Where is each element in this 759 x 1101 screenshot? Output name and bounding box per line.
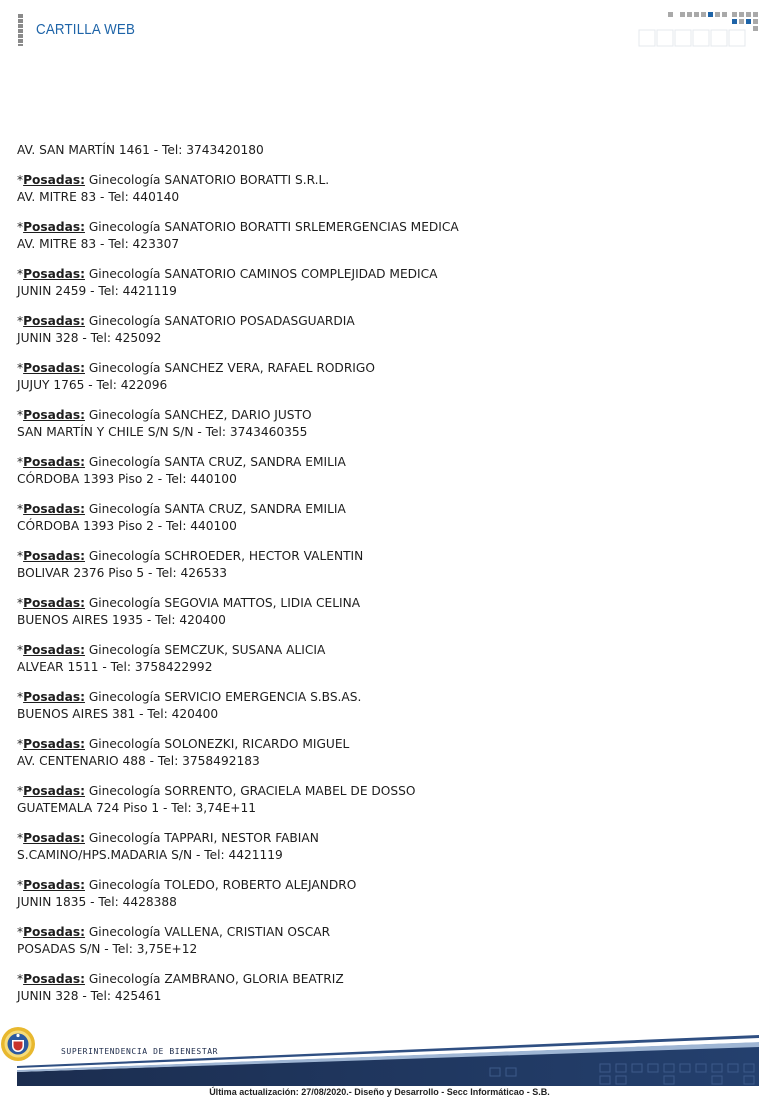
provider-address: AV. MITRE 83 - Tel: 440140 <box>17 190 180 204</box>
provider-city: Posadas: <box>23 596 85 610</box>
provider-city: Posadas: <box>23 502 85 516</box>
provider-address: ALVEAR 1511 - Tel: 3758422992 <box>17 660 213 674</box>
provider-city: Posadas: <box>23 361 85 375</box>
provider-description: Ginecología SANTA CRUZ, SANDRA EMILIA <box>88 502 346 516</box>
provider-entry <box>17 313 737 347</box>
provider-line: *Posadas: Ginecología SORRENTO, GRACIELA MABEL DE DOSSO <box>17 784 416 798</box>
provider-city: Posadas: <box>23 925 85 939</box>
footer-wave-band <box>0 1026 759 1086</box>
provider-entry <box>17 689 737 723</box>
provider-line: *Posadas: Ginecología SANCHEZ, DARIO JUSTO <box>17 408 312 422</box>
provider-address: CÓRDOBA 1393 Piso 2 - Tel: 440100 <box>17 519 237 533</box>
provider-address: POSADAS S/N - Tel: 3,75E+12 <box>17 942 198 956</box>
provider-list <box>17 172 737 1005</box>
provider-address: JUNIN 328 - Tel: 425092 <box>17 331 162 345</box>
provider-address: BOLIVAR 2376 Piso 5 - Tel: 426533 <box>17 566 228 580</box>
provider-address: JUJUY 1765 - Tel: 422096 <box>17 378 168 392</box>
provider-description: Ginecología VALLENA, CRISTIAN OSCAR <box>88 925 331 939</box>
provider-entry <box>17 172 737 206</box>
provider-description: Ginecología SANCHEZ VERA, RAFAEL RODRIGO <box>88 361 375 375</box>
provider-description: Ginecología TAPPARI, NESTOR FABIAN <box>88 831 319 845</box>
provider-city: Posadas: <box>23 549 85 563</box>
provider-city: Posadas: <box>23 220 85 234</box>
provider-description: Ginecología SANATORIO POSADASGUARDIA <box>88 314 355 328</box>
provider-description: Ginecología SCHROEDER, HECTOR VALENTIN <box>88 549 364 563</box>
provider-entry <box>17 407 737 441</box>
provider-description: Ginecología SEGOVIA MATTOS, LIDIA CELINA <box>88 596 361 610</box>
header-squares-decoration <box>636 12 759 48</box>
provider-description: Ginecología SANTA CRUZ, SANDRA EMILIA <box>88 455 346 469</box>
provider-address: JUNIN 2459 - Tel: 4421119 <box>17 284 177 298</box>
provider-address: JUNIN 1835 - Tel: 4428388 <box>17 895 177 909</box>
provider-address: AV. MITRE 83 - Tel: 423307 <box>17 237 180 251</box>
provider-address: BUENOS AIRES 381 - Tel: 420400 <box>17 707 219 721</box>
provider-description: Ginecología SANATORIO CAMINOS COMPLEJIDAD MEDICA <box>88 267 438 281</box>
provider-line: *Posadas: Ginecología SCHROEDER, HECTOR VALENTIN <box>17 549 364 563</box>
provider-address: BUENOS AIRES 1935 - Tel: 420400 <box>17 613 226 627</box>
provider-address: JUNIN 328 - Tel: 425461 <box>17 989 162 1003</box>
provider-city: Posadas: <box>23 784 85 798</box>
provider-line: *Posadas: Ginecología SOLONEZKI, RICARDO MIGUEL <box>17 737 350 751</box>
provider-entry <box>17 924 737 958</box>
provider-line: *Posadas: Ginecología SANATORIO BORATTI SRLEMERGENCIAS MEDICA <box>17 220 459 234</box>
provider-entry <box>17 971 737 1005</box>
provider-line: *Posadas: Ginecología ZAMBRANO, GLORIA BEATRIZ <box>17 972 344 986</box>
provider-entry <box>17 783 737 817</box>
provider-description: Ginecología SANATORIO BORATTI SRLEMERGENCIAS MEDICA <box>88 220 459 234</box>
provider-address: AV. CENTENARIO 488 - Tel: 3758492183 <box>17 754 260 768</box>
page-header <box>0 0 759 60</box>
provider-city: Posadas: <box>23 972 85 986</box>
provider-entry <box>17 219 737 253</box>
footer-organization-name: SUPERINTENDENCIA DE BIENESTAR <box>61 1047 219 1056</box>
provider-description: Ginecología SANATORIO BORATTI S.R.L. <box>88 173 330 187</box>
provider-city: Posadas: <box>23 408 85 422</box>
footer-last-update: Última actualización: 27/08/2020.- Diseño y Desarrollo - Secc Informáticao - S.B. <box>209 1087 550 1097</box>
provider-line: *Posadas: Ginecología SANATORIO POSADASGUARDIA <box>17 314 355 328</box>
provider-address: CÓRDOBA 1393 Piso 2 - Tel: 440100 <box>17 472 237 486</box>
page-footer <box>0 1026 759 1101</box>
provider-description: Ginecología SANCHEZ, DARIO JUSTO <box>88 408 312 422</box>
provider-city: Posadas: <box>23 643 85 657</box>
provider-address: S.CAMINO/HPS.MADARIA S/N - Tel: 4421119 <box>17 848 283 862</box>
provider-city: Posadas: <box>23 690 85 704</box>
provider-description: Ginecología TOLEDO, ROBERTO ALEJANDRO <box>88 878 357 892</box>
provider-entry <box>17 736 737 770</box>
provider-line: *Posadas: Ginecología SERVICIO EMERGENCIA S.BS.AS. <box>17 690 362 704</box>
provider-line: *Posadas: Ginecología SANATORIO CAMINOS COMPLEJIDAD MEDICA <box>17 267 438 281</box>
provider-line: *Posadas: Ginecología SANCHEZ VERA, RAFAEL RODRIGO <box>17 361 375 375</box>
institution-seal-icon <box>0 1026 36 1062</box>
provider-address: GUATEMALA 724 Piso 1 - Tel: 3,74E+11 <box>17 801 257 815</box>
provider-description: Ginecología SOLONEZKI, RICARDO MIGUEL <box>88 737 350 751</box>
provider-city: Posadas: <box>23 831 85 845</box>
provider-entry <box>17 830 737 864</box>
provider-description: Ginecología SERVICIO EMERGENCIA S.BS.AS. <box>88 690 362 704</box>
header-accent-bar <box>18 14 23 46</box>
provider-entry <box>17 642 737 676</box>
directory-listing <box>17 142 737 1018</box>
provider-description: Ginecología SEMCZUK, SUSANA ALICIA <box>88 643 326 657</box>
provider-line: *Posadas: Ginecología SANTA CRUZ, SANDRA EMILIA <box>17 455 346 469</box>
provider-entry <box>17 877 737 911</box>
provider-city: Posadas: <box>23 314 85 328</box>
provider-line: *Posadas: Ginecología SEMCZUK, SUSANA ALICIA <box>17 643 326 657</box>
provider-description: Ginecología SORRENTO, GRACIELA MABEL DE DOSSO <box>88 784 416 798</box>
provider-description: Ginecología ZAMBRANO, GLORIA BEATRIZ <box>88 972 344 986</box>
header-title: CARTILLA WEB <box>36 22 136 38</box>
provider-city: Posadas: <box>23 878 85 892</box>
provider-line: *Posadas: Ginecología SANATORIO BORATTI S.R.L. <box>17 173 330 187</box>
provider-entry <box>17 501 737 535</box>
provider-line: *Posadas: Ginecología SANTA CRUZ, SANDRA EMILIA <box>17 502 346 516</box>
provider-entry <box>17 548 737 582</box>
provider-city: Posadas: <box>23 737 85 751</box>
provider-line: *Posadas: Ginecología TOLEDO, ROBERTO ALEJANDRO <box>17 878 357 892</box>
provider-city: Posadas: <box>23 267 85 281</box>
continued-address-line: AV. SAN MARTÍN 1461 - Tel: 3743420180 <box>17 143 264 157</box>
provider-line: *Posadas: Ginecología TAPPARI, NESTOR FABIAN <box>17 831 319 845</box>
provider-entry <box>17 595 737 629</box>
provider-city: Posadas: <box>23 173 85 187</box>
provider-line: *Posadas: Ginecología VALLENA, CRISTIAN OSCAR <box>17 925 331 939</box>
provider-city: Posadas: <box>23 455 85 469</box>
provider-line: *Posadas: Ginecología SEGOVIA MATTOS, LIDIA CELINA <box>17 596 361 610</box>
provider-entry <box>17 266 737 300</box>
provider-entry <box>17 360 737 394</box>
provider-entry <box>17 454 737 488</box>
provider-address: SAN MARTÍN Y CHILE S/N S/N - Tel: 3743460355 <box>17 425 308 439</box>
